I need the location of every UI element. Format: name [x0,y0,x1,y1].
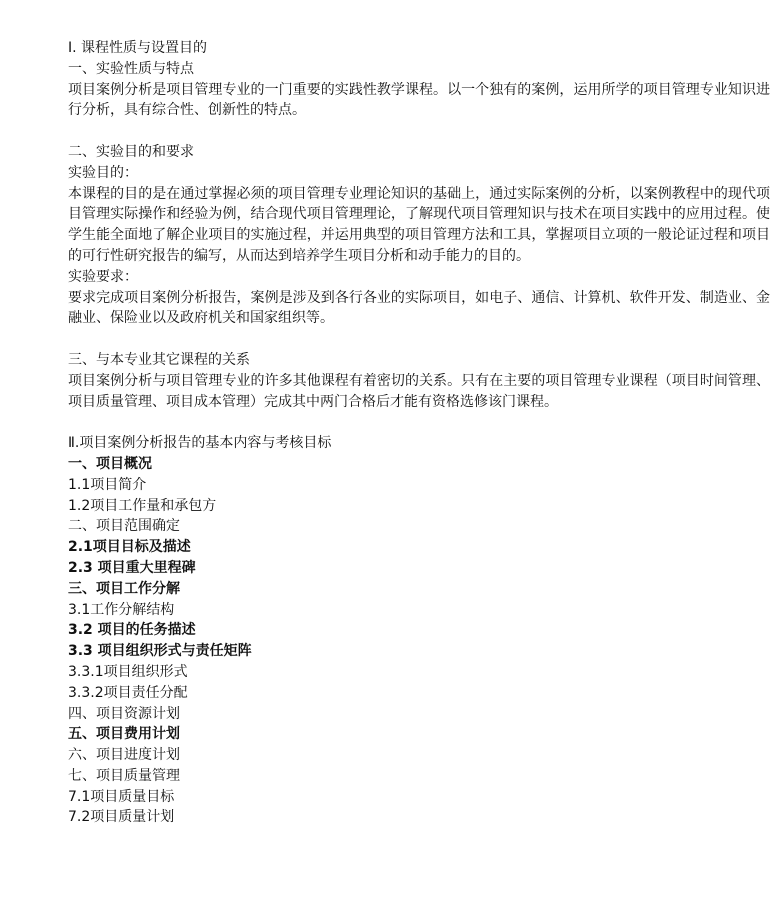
section3-title: 三、与本专业其它课程的关系 [68,351,250,368]
outline-list [68,454,770,828]
outline-item: 3.2 项目的任务描述 [68,622,196,639]
outline-item: 3.3 项目组织形式与责任矩阵 [68,643,252,660]
document-body [68,38,770,828]
outline-item: 五、项目费用计划 [68,726,180,743]
section2-title: 二、实验目的和要求 [68,143,194,160]
outline-item: 二、项目范围确定 [68,518,180,535]
part1-heading: Ⅰ. 课程性质与设置目的 [68,40,208,56]
section1-title: 一、实验性质与特点 [68,60,194,77]
section1-body: 项目案例分析是项目管理专业的一门重要的实践性教学课程。以一个独有的案例，运用所学的项目管理专业知识进行分析，具有综合性、创新性的特点。 [68,81,770,119]
outline-item: 六、项目进度计划 [68,747,180,764]
blank-line [68,329,770,350]
outline-item: 3.3.2项目责任分配 [68,684,188,701]
outline-item: 7.1项目质量目标 [68,788,175,805]
outline-item: 2.1项目目标及描述 [68,539,191,556]
outline-item: 三、项目工作分解 [68,580,180,597]
outline-item: 1.2项目工作量和承包方 [68,497,217,514]
outline-item: 2.3 项目重大里程碑 [68,559,196,576]
outline-item: 一、项目概况 [68,455,152,472]
part2-heading: Ⅱ.项目案例分析报告的基本内容与考核目标 [68,435,332,452]
requirement-body: 要求完成项目案例分析报告，案例是涉及到各行各业的实际项目，如电子、通信、计算机、软件开发、制造业、金融业、保险业以及政府机关和国家组织等。 [68,289,770,327]
requirement-label: 实验要求： [68,268,138,285]
outline-item: 3.3.1项目组织形式 [68,663,188,680]
outline-item: 七、项目质量管理 [68,767,180,784]
section3-body: 项目案例分析与项目管理专业的许多其他课程有着密切的关系。只有在主要的项目管理专业课程（项目时间管理、项目质量管理、项目成本管理）完成其中两门合格后才能有资格选修该门课程。 [68,372,770,410]
purpose-label: 实验目的： [68,164,138,181]
blank-line [68,412,770,433]
blank-line [68,121,770,142]
purpose-body: 本课程的目的是在通过掌握必须的项目管理专业理论知识的基础上，通过实际案例的分析，以案例教程中的现代项目管理实际操作和经验为例，结合现代项目管理理论，了解现代项目管理知识与技术在项目实践中的应用过程。使学生能全面地了解企业项目的实施过程，并运用典型的项目管理方法和工具，掌握项目立项的一般论证过程和项目的可行性研究报告的编写，从而达到培养学生项目分析和动手能力的目的。 [68,185,770,264]
outline-item: 7.2项目质量计划 [68,809,175,826]
outline-item: 四、项目资源计划 [68,705,180,722]
outline-item: 1.1项目简介 [68,476,147,493]
outline-item: 3.1工作分解结构 [68,601,175,618]
